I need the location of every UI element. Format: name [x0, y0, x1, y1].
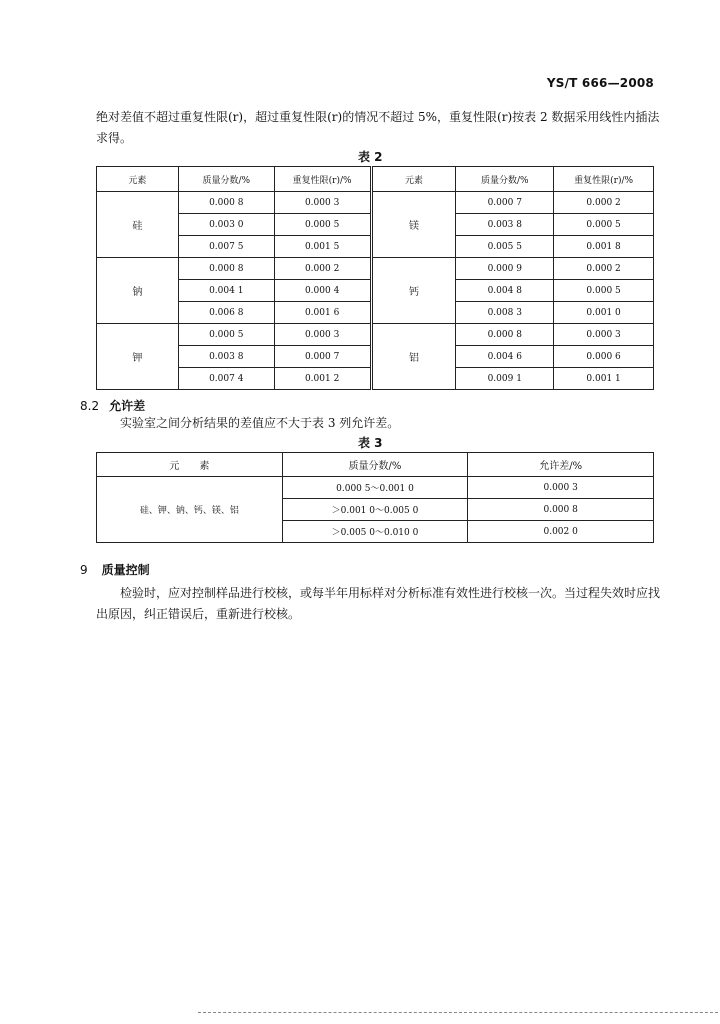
repeatability-cell: 0.000 3 — [274, 192, 371, 214]
mass-fraction-cell: 0.006 8 — [178, 302, 274, 324]
element-cell: 镁 — [371, 192, 456, 258]
repeatability-cell: 0.000 3 — [274, 324, 371, 346]
mass-fraction-cell: 0.004 6 — [456, 346, 554, 368]
mass-fraction-cell: 0.008 3 — [456, 302, 554, 324]
repeatability-cell: 0.001 6 — [274, 302, 371, 324]
repeatability-cell: 0.000 2 — [554, 192, 654, 214]
mass-fraction-cell: ＞0.005 0～0.010 0 — [282, 521, 468, 543]
header-mass-fraction: 质量分数/% — [456, 167, 554, 192]
mass-fraction-cell: 0.000 5～0.001 0 — [282, 477, 468, 499]
header-element: 元素 — [97, 167, 179, 192]
header-repeatability: 重复性限(r)/% — [274, 167, 371, 192]
mass-fraction-cell: 0.007 4 — [178, 368, 274, 390]
allowance-cell: 0.002 0 — [468, 521, 654, 543]
mass-fraction-cell: 0.000 8 — [178, 258, 274, 280]
element-cell: 硅、钾、钠、钙、镁、铝 — [97, 477, 283, 543]
repeatability-cell: 0.000 4 — [274, 280, 371, 302]
repeatability-cell: 0.001 8 — [554, 236, 654, 258]
mass-fraction-cell: 0.007 5 — [178, 236, 274, 258]
element-cell: 钠 — [97, 258, 179, 324]
section-8-2-heading — [80, 397, 145, 414]
table-header-row — [97, 167, 654, 192]
mass-fraction-cell: 0.005 5 — [456, 236, 554, 258]
section-title: 允许差 — [109, 399, 146, 413]
intro-paragraph: 绝对差值不超过重复性限(r)，超过重复性限(r)的情况不超过 5%，重复性限(r)按表 2 数据采用线性内插法求得。 — [96, 110, 660, 145]
mass-fraction-cell: 0.000 5 — [178, 324, 274, 346]
header-repeatability: 重复性限(r)/% — [554, 167, 654, 192]
mass-fraction-cell: ＞0.001 0～0.005 0 — [282, 499, 468, 521]
header-mass-fraction: 质量分数/% — [178, 167, 274, 192]
repeatability-cell: 0.000 6 — [554, 346, 654, 368]
repeatability-cell: 0.000 2 — [554, 258, 654, 280]
header-element: 元 素 — [97, 453, 283, 477]
allowance-cell: 0.000 3 — [468, 477, 654, 499]
header-allowance: 允许差/% — [468, 453, 654, 477]
mass-fraction-cell: 0.009 1 — [456, 368, 554, 390]
mass-fraction-cell: 0.003 0 — [178, 214, 274, 236]
table-row — [97, 324, 654, 346]
standard-code: YS/T 666—2008 — [546, 76, 654, 90]
table-row — [97, 192, 654, 214]
element-cell: 钙 — [371, 258, 456, 324]
mass-fraction-cell: 0.003 8 — [456, 214, 554, 236]
allowance-paragraph: 实验室之间分析结果的差值应不大于表 3 列允许差。 — [120, 416, 400, 430]
mass-fraction-cell: 0.000 8 — [178, 192, 274, 214]
mass-fraction-cell: 0.004 1 — [178, 280, 274, 302]
header-mass-fraction: 质量分数/% — [282, 453, 468, 477]
element-cell: 钾 — [97, 324, 179, 390]
table-header-row — [97, 453, 654, 477]
table3-title: 表 3 — [358, 436, 383, 450]
mass-fraction-cell: 0.000 7 — [456, 192, 554, 214]
section-number: 8.2 — [80, 399, 100, 413]
repeatability-cell: 0.000 5 — [554, 280, 654, 302]
header-element: 元素 — [371, 167, 456, 192]
table-row — [97, 477, 654, 499]
repeatability-cell: 0.001 1 — [554, 368, 654, 390]
repeatability-cell: 0.000 5 — [274, 214, 371, 236]
mass-fraction-cell: 0.000 9 — [456, 258, 554, 280]
mass-fraction-cell: 0.000 8 — [456, 324, 554, 346]
repeatability-cell: 0.001 5 — [274, 236, 371, 258]
allowance-table — [96, 452, 654, 543]
quality-control-paragraph: 检验时，应对控制样品进行校核，或每半年用标样对分析标准有效性进行校核一次。当过程失效时应找出原因，纠正错误后，重新进行校核。 — [96, 586, 661, 621]
repeatability-table — [96, 166, 654, 390]
mass-fraction-cell: 0.004 8 — [456, 280, 554, 302]
section-number: 9 — [80, 563, 88, 577]
allowance-cell: 0.000 8 — [468, 499, 654, 521]
table-row — [97, 258, 654, 280]
table2-title: 表 2 — [358, 150, 383, 164]
repeatability-cell: 0.000 2 — [274, 258, 371, 280]
element-cell: 硅 — [97, 192, 179, 258]
section-title: 质量控制 — [101, 563, 150, 577]
mass-fraction-cell: 0.003 8 — [178, 346, 274, 368]
scan-artifact-line — [198, 1012, 718, 1013]
repeatability-cell: 0.000 3 — [554, 324, 654, 346]
repeatability-cell: 0.000 5 — [554, 214, 654, 236]
repeatability-cell: 0.001 2 — [274, 368, 371, 390]
section-9-heading — [80, 561, 150, 578]
repeatability-cell: 0.001 0 — [554, 302, 654, 324]
element-cell: 铝 — [371, 324, 456, 390]
repeatability-cell: 0.000 7 — [274, 346, 371, 368]
